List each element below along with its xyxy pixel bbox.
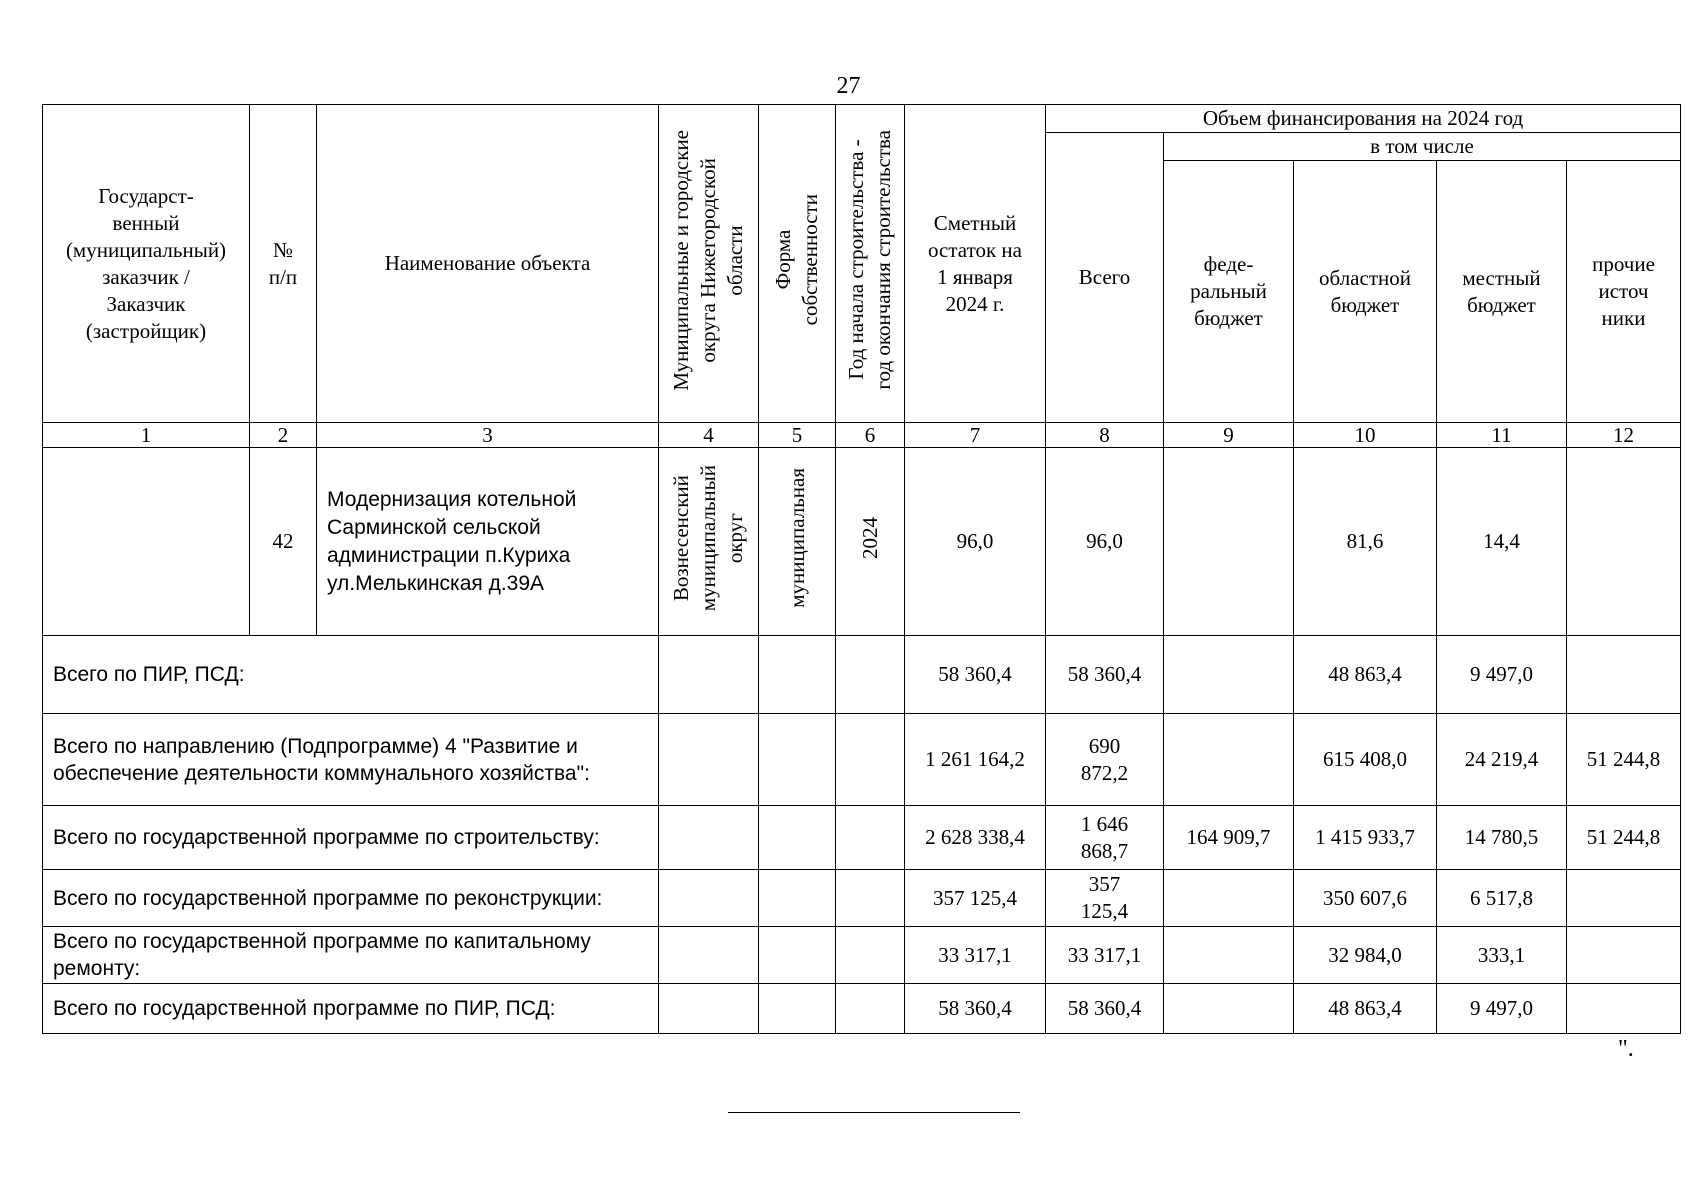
total-estimate: 58 360,4 — [905, 636, 1046, 714]
total-label: Всего по государственной программе по капитальному ремонту: — [43, 927, 659, 984]
total-federal — [1164, 927, 1294, 984]
object-years: 2024 — [836, 448, 905, 636]
total-row — [43, 984, 1681, 1034]
total-row — [43, 636, 1681, 714]
column-number: 8 — [1046, 423, 1164, 448]
column-number: 9 — [1164, 423, 1294, 448]
total-sum: 690 872,2 — [1046, 714, 1164, 806]
object-estimate: 96,0 — [905, 448, 1046, 636]
header-ownership: Форма собственности — [759, 105, 836, 423]
total-regional: 32 984,0 — [1294, 927, 1437, 984]
header-including: в том числе — [1164, 133, 1681, 161]
page-number: 27 — [836, 73, 861, 99]
total-regional: 48 863,4 — [1294, 636, 1437, 714]
total-estimate: 357 125,4 — [905, 870, 1046, 927]
header-estimate: Сметный остаток на 1 января 2024 г. — [905, 105, 1046, 423]
header-years: Год начала строительства - год окончания строительства — [836, 105, 905, 423]
header-customer: Государст- венный (муниципальный) заказчик / Заказчик (застройщик) — [43, 105, 250, 423]
total-estimate: 1 261 164,2 — [905, 714, 1046, 806]
total-other — [1567, 636, 1681, 714]
column-number: 11 — [1437, 423, 1567, 448]
total-regional: 615 408,0 — [1294, 714, 1437, 806]
total-sum: 58 360,4 — [1046, 636, 1164, 714]
financing-table — [42, 104, 1681, 1034]
total-other — [1567, 870, 1681, 927]
total-estimate: 58 360,4 — [905, 984, 1046, 1034]
object-number: 42 — [250, 448, 317, 636]
total-local: 6 517,8 — [1437, 870, 1567, 927]
total-row — [43, 714, 1681, 806]
total-local: 14 780,5 — [1437, 806, 1567, 870]
header-federal: феде- ральный бюджет — [1164, 161, 1294, 423]
total-estimate: 2 628 338,4 — [905, 806, 1046, 870]
header-regional: областной бюджет — [1294, 161, 1437, 423]
header-district: Муниципальные и городские округа Нижегородской области — [659, 105, 759, 423]
column-number: 3 — [317, 423, 659, 448]
total-federal — [1164, 870, 1294, 927]
total-local: 9 497,0 — [1437, 984, 1567, 1034]
total-estimate: 33 317,1 — [905, 927, 1046, 984]
total-other — [1567, 927, 1681, 984]
total-sum: 33 317,1 — [1046, 927, 1164, 984]
object-customer — [43, 448, 250, 636]
total-row — [43, 870, 1681, 927]
total-label: Всего по государственной программе по строительству: — [43, 806, 659, 870]
header-financing-title: Объем финансирования на 2024 год — [1046, 105, 1681, 133]
total-sum: 58 360,4 — [1046, 984, 1164, 1034]
header-local: местный бюджет — [1437, 161, 1567, 423]
object-ownership: муниципальная — [759, 448, 836, 636]
object-regional: 81,6 — [1294, 448, 1437, 636]
column-number: 1 — [43, 423, 250, 448]
object-other — [1567, 448, 1681, 636]
total-sum: 1 646 868,7 — [1046, 806, 1164, 870]
total-label: Всего по государственной программе по реконструкции: — [43, 870, 659, 927]
total-local: 9 497,0 — [1437, 636, 1567, 714]
column-number: 10 — [1294, 423, 1437, 448]
object-total: 96,0 — [1046, 448, 1164, 636]
object-district: Вознесенский муниципальный округ — [659, 448, 759, 636]
header-total: Всего — [1046, 133, 1164, 423]
column-number: 6 — [836, 423, 905, 448]
total-sum: 357 125,4 — [1046, 870, 1164, 927]
total-federal — [1164, 984, 1294, 1034]
total-local: 333,1 — [1437, 927, 1567, 984]
total-other: 51 244,8 — [1567, 714, 1681, 806]
total-row — [43, 927, 1681, 984]
object-local: 14,4 — [1437, 448, 1567, 636]
column-number: 4 — [659, 423, 759, 448]
total-federal: 164 909,7 — [1164, 806, 1294, 870]
closing-quote: ". — [1618, 1036, 1634, 1062]
total-other — [1567, 984, 1681, 1034]
total-local: 24 219,4 — [1437, 714, 1567, 806]
total-federal — [1164, 714, 1294, 806]
total-regional: 1 415 933,7 — [1294, 806, 1437, 870]
column-number: 7 — [905, 423, 1046, 448]
column-numbers-row — [43, 423, 1681, 448]
column-number: 5 — [759, 423, 836, 448]
total-label: Всего по направлению (Подпрограмме) 4 "Развитие и обеспечение деятельности коммунального хозяйства": — [43, 714, 659, 806]
object-row — [43, 448, 1681, 636]
object-name: Модернизация котельной Сарминской сельской администрации п.Куриха ул.Мелькинская д.39А — [317, 448, 659, 636]
object-federal — [1164, 448, 1294, 636]
total-label: Всего по государственной программе по ПИР, ПСД: — [43, 984, 659, 1034]
total-row — [43, 806, 1681, 870]
total-regional: 48 863,4 — [1294, 984, 1437, 1034]
total-regional: 350 607,6 — [1294, 870, 1437, 927]
total-label: Всего по ПИР, ПСД: — [43, 636, 659, 714]
total-other: 51 244,8 — [1567, 806, 1681, 870]
column-number: 2 — [250, 423, 317, 448]
footer-rule — [728, 1112, 1020, 1113]
total-federal — [1164, 636, 1294, 714]
column-number: 12 — [1567, 423, 1681, 448]
header-other: прочие источ ники — [1567, 161, 1681, 423]
header-number: № п/п — [250, 105, 317, 423]
header-object-name: Наименование объекта — [317, 105, 659, 423]
